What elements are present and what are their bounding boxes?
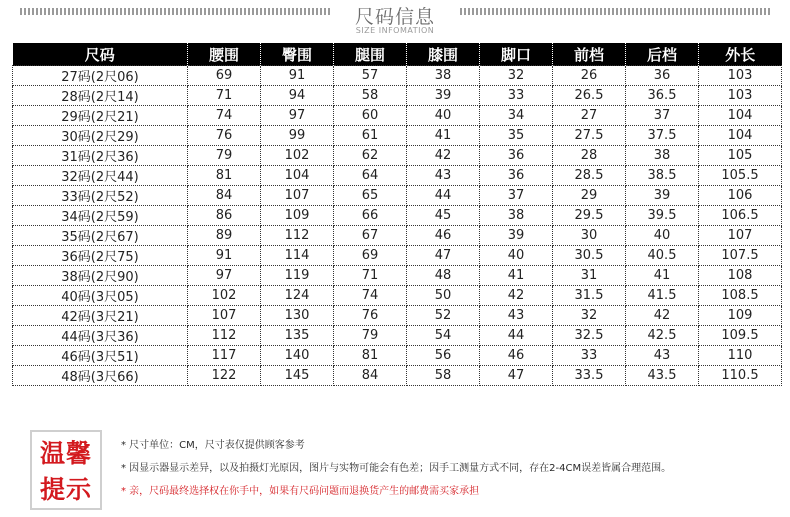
measurement-cell: 61 <box>334 126 407 146</box>
measurement-cell: 117 <box>188 346 261 366</box>
measurement-cell: 39 <box>407 86 480 106</box>
measurement-cell: 32 <box>553 306 626 326</box>
size-cell: 29码(2尺21) <box>13 106 188 126</box>
measurement-cell: 109 <box>261 206 334 226</box>
measurement-cell: 79 <box>188 146 261 166</box>
measurement-cell: 107.5 <box>699 246 782 266</box>
column-header: 腿围 <box>334 43 407 66</box>
measurement-cell: 52 <box>407 306 480 326</box>
measurement-cell: 28 <box>553 146 626 166</box>
measurement-cell: 66 <box>334 206 407 226</box>
measurement-cell: 57 <box>334 66 407 86</box>
table-row <box>13 206 782 226</box>
size-table <box>12 43 782 386</box>
measurement-cell: 106 <box>699 186 782 206</box>
measurement-cell: 124 <box>261 286 334 306</box>
measurement-cell: 89 <box>188 226 261 246</box>
measurement-cell: 84 <box>188 186 261 206</box>
measurement-cell: 103 <box>699 66 782 86</box>
measurement-cell: 41 <box>407 126 480 146</box>
measurement-cell: 36 <box>480 166 553 186</box>
measurement-cell: 65 <box>334 186 407 206</box>
measurement-cell: 47 <box>480 366 553 386</box>
measurement-cell: 32 <box>480 66 553 86</box>
measurement-cell: 42 <box>407 146 480 166</box>
warm-tip-line1: 温馨 <box>39 439 92 468</box>
measurement-cell: 40.5 <box>626 246 699 266</box>
measurement-cell: 104 <box>699 126 782 146</box>
measurement-cell: 41 <box>626 266 699 286</box>
measurement-cell: 48 <box>407 266 480 286</box>
column-header: 腰围 <box>188 43 261 66</box>
measurement-cell: 145 <box>261 366 334 386</box>
measurement-cell: 47 <box>407 246 480 266</box>
measurement-cell: 109 <box>699 306 782 326</box>
measurement-cell: 91 <box>261 66 334 86</box>
size-cell: 42码(3尺21) <box>13 306 188 326</box>
measurement-cell: 67 <box>334 226 407 246</box>
size-cell: 30码(2尺29) <box>13 126 188 146</box>
size-cell: 44码(3尺36) <box>13 326 188 346</box>
measurement-cell: 46 <box>480 346 553 366</box>
table-row <box>13 106 782 126</box>
page-title: 尺码信息 <box>354 6 435 28</box>
measurement-cell: 29 <box>553 186 626 206</box>
measurement-cell: 58 <box>334 86 407 106</box>
measurement-cell: 102 <box>188 286 261 306</box>
note-color-difference: * 因显示器显示差异，以及拍摄灯光原因，图片与实物可能会有色差；因手工测量方式不同，存在2-4CM误差皆属合理范围。 <box>121 463 672 474</box>
size-cell: 27码(2尺06) <box>13 66 188 86</box>
measurement-cell: 42.5 <box>626 326 699 346</box>
column-header: 外长 <box>699 43 782 66</box>
measurement-cell: 30 <box>553 226 626 246</box>
measurement-cell: 110.5 <box>699 366 782 386</box>
measurement-cell: 140 <box>261 346 334 366</box>
measurement-cell: 112 <box>261 226 334 246</box>
page-header <box>0 0 790 40</box>
measurement-cell: 79 <box>334 326 407 346</box>
measurement-cell: 32.5 <box>553 326 626 346</box>
table-row <box>13 86 782 106</box>
measurement-cell: 35 <box>480 126 553 146</box>
measurement-cell: 40 <box>407 106 480 126</box>
measurement-cell: 44 <box>480 326 553 346</box>
table-row <box>13 226 782 246</box>
measurement-cell: 31.5 <box>553 286 626 306</box>
measurement-cell: 122 <box>188 366 261 386</box>
table-row <box>13 126 782 146</box>
measurement-cell: 105.5 <box>699 166 782 186</box>
measurement-cell: 36 <box>480 146 553 166</box>
measurement-cell: 81 <box>334 346 407 366</box>
measurement-cell: 42 <box>480 286 553 306</box>
measurement-cell: 45 <box>407 206 480 226</box>
measurement-cell: 135 <box>261 326 334 346</box>
measurement-cell: 84 <box>334 366 407 386</box>
measurement-cell: 38.5 <box>626 166 699 186</box>
measurement-cell: 42 <box>626 306 699 326</box>
measurement-cell: 109.5 <box>699 326 782 346</box>
warm-tip-badge <box>30 430 102 510</box>
measurement-cell: 119 <box>261 266 334 286</box>
column-header: 脚口 <box>480 43 553 66</box>
measurement-cell: 74 <box>334 286 407 306</box>
measurement-cell: 38 <box>626 146 699 166</box>
note-return-shipping: * 亲，尺码最终选择权在你手中，如果有尺码问题而退换货产生的邮费需买家承担 <box>121 486 480 497</box>
measurement-cell: 114 <box>261 246 334 266</box>
measurement-cell: 33 <box>553 346 626 366</box>
column-header: 膝围 <box>407 43 480 66</box>
measurement-cell: 40 <box>626 226 699 246</box>
table-row <box>13 246 782 266</box>
measurement-cell: 36.5 <box>626 86 699 106</box>
measurement-cell: 39.5 <box>626 206 699 226</box>
column-header: 后档 <box>626 43 699 66</box>
table-body <box>13 66 782 386</box>
measurement-cell: 76 <box>334 306 407 326</box>
measurement-cell: 76 <box>188 126 261 146</box>
measurement-cell: 34 <box>480 106 553 126</box>
measurement-cell: 39 <box>480 226 553 246</box>
size-cell: 28码(2尺14) <box>13 86 188 106</box>
size-cell: 34码(2尺59) <box>13 206 188 226</box>
measurement-cell: 33.5 <box>553 366 626 386</box>
measurement-cell: 71 <box>188 86 261 106</box>
measurement-cell: 91 <box>188 246 261 266</box>
size-cell: 48码(3尺66) <box>13 366 188 386</box>
measurement-cell: 38 <box>480 206 553 226</box>
measurement-cell: 37 <box>626 106 699 126</box>
column-header: 前档 <box>553 43 626 66</box>
table-row <box>13 166 782 186</box>
measurement-cell: 69 <box>188 66 261 86</box>
measurement-cell: 29.5 <box>553 206 626 226</box>
measurement-cell: 81 <box>188 166 261 186</box>
measurement-cell: 41 <box>480 266 553 286</box>
column-header: 臀围 <box>261 43 334 66</box>
measurement-cell: 31 <box>553 266 626 286</box>
measurement-cell: 97 <box>188 266 261 286</box>
table-header-row <box>13 43 782 66</box>
measurement-cell: 104 <box>261 166 334 186</box>
measurement-cell: 46 <box>407 226 480 246</box>
size-cell: 35码(2尺67) <box>13 226 188 246</box>
measurement-cell: 26.5 <box>553 86 626 106</box>
measurement-cell: 64 <box>334 166 407 186</box>
table-row <box>13 366 782 386</box>
measurement-cell: 62 <box>334 146 407 166</box>
measurement-cell: 37 <box>480 186 553 206</box>
tip-notes <box>121 440 781 509</box>
table-row <box>13 346 782 366</box>
measurement-cell: 41.5 <box>626 286 699 306</box>
table-row <box>13 186 782 206</box>
measurement-cell: 108 <box>699 266 782 286</box>
measurement-cell: 108.5 <box>699 286 782 306</box>
measurement-cell: 71 <box>334 266 407 286</box>
measurement-cell: 104 <box>699 106 782 126</box>
measurement-cell: 58 <box>407 366 480 386</box>
measurement-cell: 56 <box>407 346 480 366</box>
measurement-cell: 44 <box>407 186 480 206</box>
table-row <box>13 266 782 286</box>
size-cell: 33码(2尺52) <box>13 186 188 206</box>
size-cell: 36码(2尺75) <box>13 246 188 266</box>
measurement-cell: 27.5 <box>553 126 626 146</box>
table-row <box>13 286 782 306</box>
measurement-cell: 30.5 <box>553 246 626 266</box>
size-cell: 31码(2尺36) <box>13 146 188 166</box>
measurement-cell: 36 <box>626 66 699 86</box>
measurement-cell: 40 <box>480 246 553 266</box>
note-unit: * 尺寸单位：CM，尺寸表仅提供顾客参考 <box>121 440 305 451</box>
size-cell: 32码(2尺44) <box>13 166 188 186</box>
measurement-cell: 103 <box>699 86 782 106</box>
measurement-cell: 43 <box>407 166 480 186</box>
measurement-cell: 38 <box>407 66 480 86</box>
measurement-cell: 69 <box>334 246 407 266</box>
measurement-cell: 27 <box>553 106 626 126</box>
table-row <box>13 146 782 166</box>
measurement-cell: 107 <box>188 306 261 326</box>
measurement-cell: 28.5 <box>553 166 626 186</box>
measurement-cell: 37.5 <box>626 126 699 146</box>
warm-tip-line2: 提示 <box>39 475 92 504</box>
measurement-cell: 60 <box>334 106 407 126</box>
size-cell: 38码(2尺90) <box>13 266 188 286</box>
measurement-cell: 110 <box>699 346 782 366</box>
measurement-cell: 26 <box>553 66 626 86</box>
measurement-cell: 105 <box>699 146 782 166</box>
table-row <box>13 66 782 86</box>
measurement-cell: 102 <box>261 146 334 166</box>
measurement-cell: 50 <box>407 286 480 306</box>
measurement-cell: 33 <box>480 86 553 106</box>
size-cell: 46码(3尺51) <box>13 346 188 366</box>
measurement-cell: 112 <box>188 326 261 346</box>
page-subtitle: SIZE INFOMATION <box>355 26 435 35</box>
table-row <box>13 306 782 326</box>
measurement-cell: 99 <box>261 126 334 146</box>
measurement-cell: 43 <box>480 306 553 326</box>
measurement-cell: 130 <box>261 306 334 326</box>
measurement-cell: 39 <box>626 186 699 206</box>
measurement-cell: 43 <box>626 346 699 366</box>
measurement-cell: 107 <box>261 186 334 206</box>
column-header: 尺码 <box>13 43 188 66</box>
measurement-cell: 86 <box>188 206 261 226</box>
size-cell: 40码(3尺05) <box>13 286 188 306</box>
measurement-cell: 107 <box>699 226 782 246</box>
measurement-cell: 97 <box>261 106 334 126</box>
measurement-cell: 94 <box>261 86 334 106</box>
measurement-cell: 43.5 <box>626 366 699 386</box>
measurement-cell: 106.5 <box>699 206 782 226</box>
table-row <box>13 326 782 346</box>
measurement-cell: 74 <box>188 106 261 126</box>
measurement-cell: 54 <box>407 326 480 346</box>
